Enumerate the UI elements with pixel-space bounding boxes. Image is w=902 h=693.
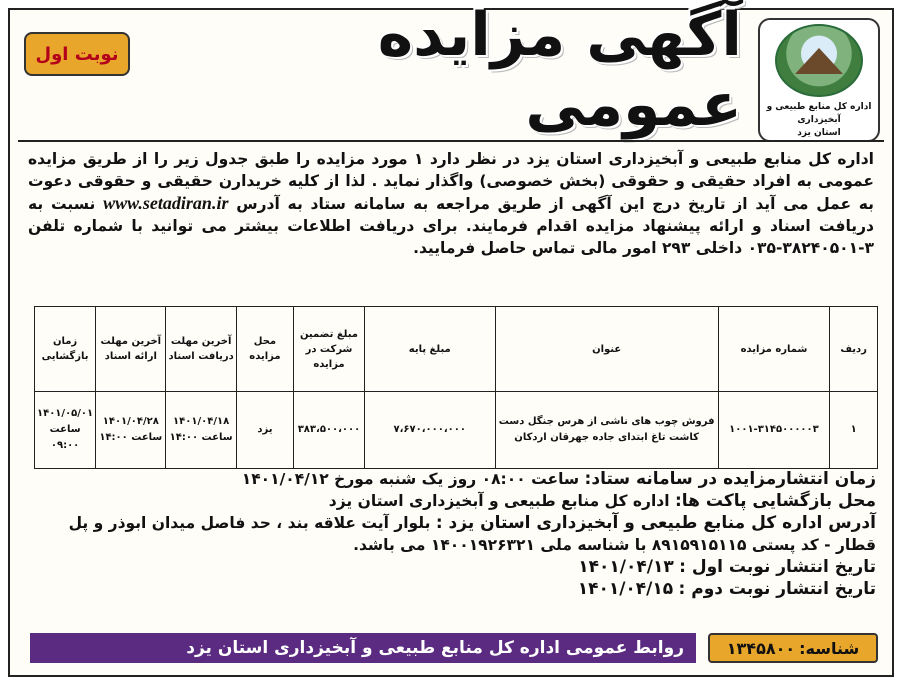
ad-id-label: شناسه: bbox=[799, 638, 860, 658]
logo-emblem-icon bbox=[775, 24, 863, 97]
cell-opening: ۱۴۰۱/۰۵/۰۱ ساعت ۰۹:۰۰ bbox=[35, 392, 96, 469]
organization-logo bbox=[758, 18, 880, 142]
cell-base-price: ۷،۶۷۰،۰۰۰،۰۰۰ bbox=[364, 392, 495, 469]
cell-doc-submit: ۱۴۰۱/۰۴/۲۸ ساعت ۱۴:۰۰ bbox=[96, 392, 166, 469]
ad-id-value: ۱۳۴۵۸۰۰ bbox=[726, 638, 796, 658]
ad-page bbox=[8, 0, 894, 677]
cell-title: فروش چوب های ناشی از هرس جنگل دست کاشت تاغ ابتدای جاده جهرقان اردکان bbox=[495, 392, 718, 469]
col-header-number: شماره مزایده bbox=[718, 307, 830, 392]
col-header-doc-receive: آخرین مهلت دریافت اسناد bbox=[166, 307, 236, 392]
table-header-row bbox=[35, 307, 878, 392]
cell-guarantee: ۳۸۳،۵۰۰،۰۰۰ bbox=[294, 392, 365, 469]
auction-table bbox=[34, 306, 878, 469]
publish-time-value: ساعت ۰۸:۰۰ روز یک شنبه مورخ ۱۴۰۱/۰۴/۱۲ bbox=[241, 470, 580, 488]
opening-place-label: محل بازگشایی پاکت ها: bbox=[674, 491, 876, 511]
publish-time-label: زمان انتشارمزایده در سامانه ستاد: bbox=[584, 469, 876, 489]
opening-place-line bbox=[26, 490, 876, 512]
col-header-title: عنوان bbox=[495, 307, 718, 392]
second-publish-value: ۱۴۰۱/۰۴/۱۵ bbox=[577, 579, 674, 599]
cell-number: ۱۰۰۱-۳۱۴۵۰۰۰۰۰۳ bbox=[718, 392, 830, 469]
col-header-doc-submit: آخرین مهلت ارائه اسناد bbox=[96, 307, 166, 392]
logo-caption-line2: استان یزد bbox=[797, 128, 841, 138]
first-publish-label: تاریخ انتشار نوبت اول : bbox=[679, 557, 876, 577]
header-divider bbox=[18, 140, 884, 142]
setad-website-link[interactable]: www.setadiran.ir bbox=[103, 193, 229, 213]
cell-doc-receive: ۱۴۰۱/۰۴/۱۸ ساعت ۱۴:۰۰ bbox=[166, 392, 236, 469]
second-publish-label: تاریخ انتشار نوبت دوم : bbox=[678, 579, 876, 599]
info-section bbox=[26, 468, 876, 600]
second-publish-line bbox=[26, 578, 876, 600]
col-header-base-price: مبلغ پایه bbox=[364, 307, 495, 392]
first-publish-value: ۱۴۰۱/۰۴/۱۳ bbox=[578, 557, 674, 577]
page-title: آگهی مزایده عمومی bbox=[377, 0, 742, 140]
col-header-guarantee: مبلغ تضمین شرکت در مزایده bbox=[294, 307, 365, 392]
opening-place-value: اداره کل منابع طبیعی و آبخیزداری استان یزد bbox=[328, 492, 670, 510]
intro-part2: نسبت به دریافت اسناد و ارائه پیشنهاد مزایده اقدام فرمایند. برای دریافت اطلاعات بیشتر می توانید با شماره تلفن ۳-۳۸۲۴۰۵۰۱-۰۳۵ داخلی ۲۹۳ امور مالی تماس حاصل فرمایید. bbox=[28, 195, 874, 257]
cell-place: یزد bbox=[236, 392, 293, 469]
col-header-index: ردیف bbox=[830, 307, 878, 392]
ad-id-badge bbox=[708, 633, 878, 663]
intro-paragraph bbox=[28, 148, 874, 259]
public-relations-bar: روابط عمومی اداره کل منابع طبیعی و آبخیزداری استان یزد bbox=[30, 633, 696, 663]
col-header-opening: زمان بازگشایی bbox=[35, 307, 96, 392]
round-badge: نوبت اول bbox=[24, 32, 130, 76]
cell-index: ۱ bbox=[830, 392, 878, 469]
logo-caption bbox=[760, 101, 878, 140]
address-label: آدرس اداره کل منابع طبیعی و آبخیزداری استان یزد : bbox=[435, 513, 876, 533]
first-publish-line bbox=[26, 556, 876, 578]
address-value: بلوار آیت علاقه بند ، حد فاصل میدان ابوذر و پل قطار - کد پستی ۸۹۱۵۹۱۵۱۱۵ با شناسه ملی ۱۴۰۰۱۹۲۶۳۲۱ می باشد. bbox=[68, 514, 876, 554]
intro-part1: اداره کل منابع طبیعی و آبخیزداری استان یزد در نظر دارد ۱ مورد مزایده را طبق جدول زیر را از طریق مزایده عمومی به افراد حقیقی و حقوقی (بخش خصوصی) واگذار نماید . لذا از کلیه خریدارن حقیقی و حقوقی دعوت به عمل می آید از تاریخ درج این آگهی از طریق مراجعه به سامانه ستاد به آدرس bbox=[28, 150, 875, 213]
address-line bbox=[26, 512, 876, 556]
table-row bbox=[35, 392, 878, 469]
logo-caption-line1: اداره کل منابع طبیعی و آبخیزداری bbox=[766, 102, 872, 125]
col-header-place: محل مزایده bbox=[236, 307, 293, 392]
publish-time-line bbox=[26, 468, 876, 490]
